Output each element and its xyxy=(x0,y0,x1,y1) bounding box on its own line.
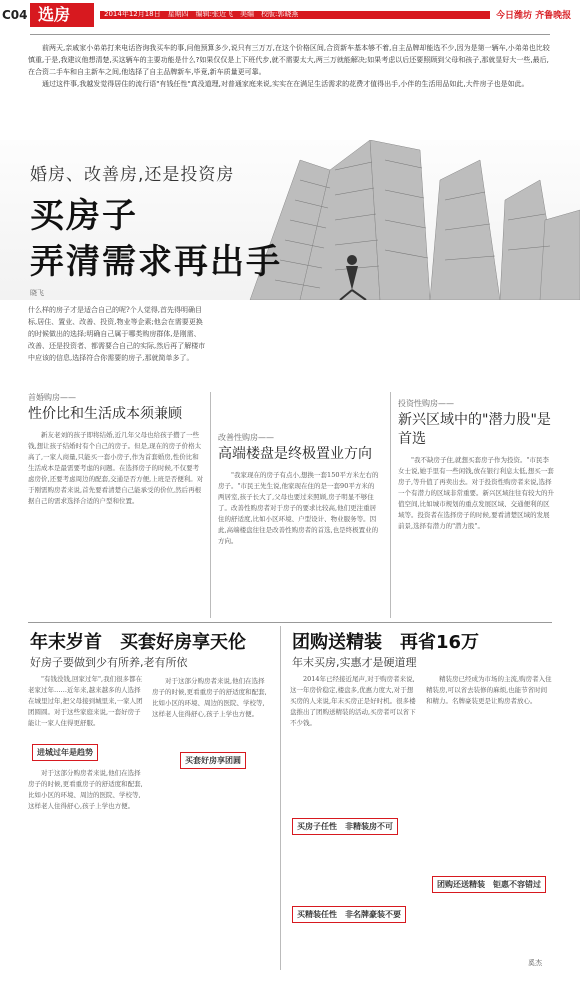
column-upgrade-home xyxy=(218,432,380,547)
column-title: 新兴区域中的"潜力股"是首选 xyxy=(398,412,551,447)
bottom-right-box: 团购还送精装 钜惠不容错过 xyxy=(432,876,546,893)
column-kicker: 改善性购房—— xyxy=(218,433,274,442)
header-rule xyxy=(30,34,550,35)
hero-kicker: 婚房、改善房,还是投资房 xyxy=(30,165,235,185)
author-signature: 奚杰 xyxy=(528,959,542,967)
bottom-right-box: 买精装任性 非名牌豪装不要 xyxy=(292,906,406,923)
column-title: 高端楼盘是终极置业方向 xyxy=(218,446,372,462)
page-header xyxy=(0,0,580,30)
column-body: "我不缺房子住,就想买套房子作为投资。"市民李女士说,她手里有一些闲钱,放在银行利息太低,想买一套房子,等升值了再卖出去。对于投资性购房者来说,选择一个有潜力的区域非常重要。新兴区域往往有较大的升值空间,比如城市规划的重点发展区域、交通便利的区域等。投资者在选择房子的时候,要看清楚区域的发展前景,选择有潜力的"潜力股"。 xyxy=(398,456,554,530)
header-meta: 2014年12月18日 星期四 编辑:张近飞 美编 校版:郭晓燕 xyxy=(104,10,299,18)
bottom-left-box: 买套好房享团圆 xyxy=(180,752,246,769)
lede-paragraph: 什么样的房子才是适合自己的呢?个人觉得,首先得明确目标,居住、置业、改善、投资,物业等企素;他会在需要更换的时候做出的选择;明确自己属于哪类购房群体,是刚需、改善、还是投资者、都需要合自己的实际,然后再了解楼市中应该的信息,选择符合你需要的房子,那就简单多了。 xyxy=(28,306,206,362)
column-investment-home xyxy=(398,398,554,532)
column-title: 性价比和生活成本须兼顾 xyxy=(28,406,182,422)
column-body: "我家现在的房子有点小,想换一套150平方米左右的房子。"市民王先生说,他家现在住的是一套90平方米的两居室,孩子长大了,父母也要过来照顾,房子明显不够住了。改善性购房者对于房子的要求比较高,他们更注重居住的舒适度,比如小区环境、户型设计、物业服务等。因此,高端楼盘往往是改善性购房者的首选,也是终极置业的方向。 xyxy=(218,471,379,545)
bottom-right-body: 精装房已经成为市场的主流,购房者入住精装房,可以省去装修的麻烦,也能节省时间和精力。名牌豪装更是让购房者放心。 xyxy=(426,675,552,705)
bottom-right-box: 买房子任性 非精装房不可 xyxy=(292,818,398,835)
bottom-left-body: "有钱没钱,回家过年",我们很多都在老家过年……近年来,越来越多的人选择在城里过年,把父母接到城里来,一家人团团圆圆。对于这些家庭来说,一套好房子能让一家人住得更舒服。 xyxy=(28,675,143,727)
bottom-left-title: 年末岁首 买套好房享天伦 xyxy=(30,632,246,653)
brand-logo: 今日潍坊 齐鲁晚报 xyxy=(496,11,572,21)
column-first-home xyxy=(28,392,204,507)
intro-text xyxy=(28,42,552,90)
bottom-left-body: 对于这部分购房者来说,他们在选择房子的时候,更看重房子的舒适度和配套,比如小区的环境、周边的医院、学校等,这样老人住得舒心,孩子上学也方便。 xyxy=(28,769,143,810)
page-number: C04 xyxy=(2,8,28,22)
column-divider xyxy=(280,626,281,970)
section-rule xyxy=(28,622,552,623)
column-divider xyxy=(390,392,391,618)
column-kicker: 首婚购房—— xyxy=(28,393,76,402)
intro-paragraph: 通过这件事,我越发觉得居住的流行语"有钱任性"真没道理,对普通家庭来说,实实在在满足生活需求的花费才值得出手,小伴的生活用品如此,大件房子也是如此。 xyxy=(42,80,529,88)
column-divider xyxy=(210,392,211,618)
bottom-left-box: 进城过年是趋势 xyxy=(32,744,98,761)
bottom-left-body: 对于这部分购房者来说,他们在选择房子的时候,更看重房子的舒适度和配套,比如小区的环境、周边的医院、学校等,这样老人住得舒心,孩子上学也方便。 xyxy=(152,677,267,718)
bottom-right-body: 2014年已经接近尾声,对于购房者来说,这一年房价稳定,楼盘多,优惠力度大,对于想买房的人来说,年末买房正是好时机。很多楼盘推出了团购送精装的活动,买房者可以省下不少钱。 xyxy=(290,675,416,727)
bottom-left-subtitle: 好房子要做到少有所养,老有所依 xyxy=(30,656,188,669)
intro-paragraph: 前两天,亲戚家小弟弟打来电话咨询我买车的事,问他预算多少,说只有三万万,在这个价格区间,合资新车基本够不着,自主品牌却能选不少,因为是第一辆车,小弟弟也比较慎重,于是,我建议他想清楚,买这辆车的主要功能是什么?如果仅仅是上下班代步,就不需要太大,两三万就能解决;如果考虑以后还要照顾到父母和孩子,那就显好大一些,最后,在合资二手车和自主新车之间,他选择了自主品牌新车,毕竟,新车质量更可靠。 xyxy=(28,44,550,76)
section-label: 选房 xyxy=(30,3,94,27)
author-byline: 晓飞 xyxy=(30,289,44,297)
bottom-right-title: 团购送精装 再省16万 xyxy=(292,632,480,653)
bottom-right-subtitle: 年末买房,实惠才是硬道理 xyxy=(292,656,417,669)
column-body: 新友老刘的孩子即将结婚,近几年父母也给孩子攒了一些钱,想让孩子结婚时有个自己的房子。但是,现在的房子价格太高了,一家人商量,只能买一套小房子,作为首套婚房,性价比和生活成本是最需要考虑的问题。在选择房子的时候,不仅要考虑房价,还要考虑周边的配套,交通是否方便,上班是否便利。对于刚需购房者来说,首先要看清楚自己能承受的价位,然后再根据自己的需求选择合适的户型和位置。 xyxy=(28,431,204,505)
hero-title-line-2: 弄清需求再出手 xyxy=(30,242,282,282)
hero-title-line-1: 买房子 xyxy=(30,196,138,236)
column-kicker: 投资性购房—— xyxy=(398,399,454,408)
